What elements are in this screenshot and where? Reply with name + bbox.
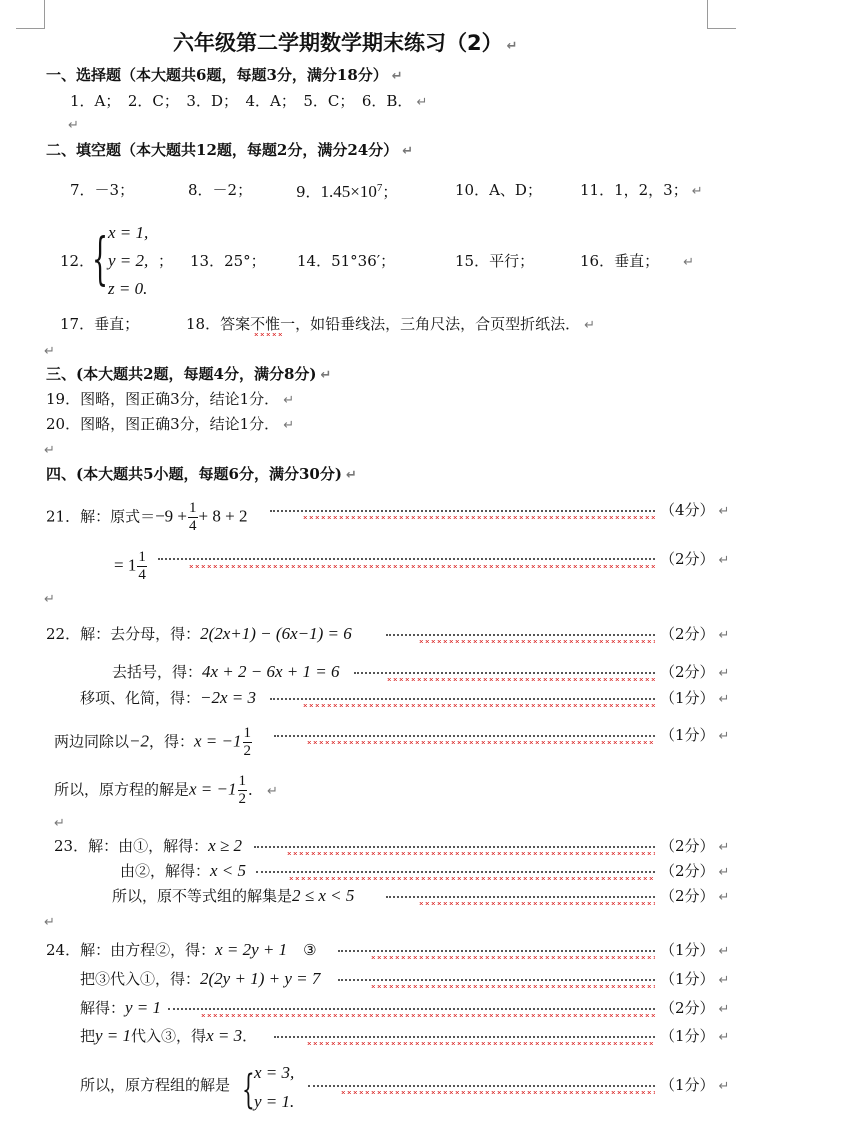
fill-answer-16 — [580, 251, 694, 273]
paragraph-mark: ↵ — [683, 255, 694, 270]
q23-line-1-equation: x ≥ 2 — [208, 836, 242, 855]
q24-line-3-equation: y = 1 — [125, 998, 162, 1017]
q24-line-4-prefix: 把 — [80, 1027, 96, 1045]
fill-answer-18 — [186, 314, 595, 336]
paragraph-mark: ↵ — [718, 944, 730, 959]
section-heading-choice — [46, 65, 403, 87]
q21-line-2 — [114, 549, 148, 584]
q22-line-3-equation: −2x = 3 — [200, 688, 257, 707]
page-corner-right — [707, 0, 736, 29]
fill-answer-17: 17．垂直； — [60, 315, 140, 333]
fill-answer-14: 14．51°36′； — [297, 252, 396, 270]
fill-answer-15: 15．平行； — [455, 252, 535, 270]
section-heading-drawing — [46, 364, 331, 386]
q24-line-4-middle: 代入③，得 — [131, 1027, 207, 1045]
paragraph-mark: ↵ — [44, 443, 55, 458]
q22-line-4-fraction — [243, 725, 253, 760]
q23-line-1-prefix: 23．解：由①，解得： — [54, 837, 209, 855]
title-text: 六年级第二学期数学期末练习（2） — [173, 31, 503, 55]
paragraph-mark: ↵ — [691, 184, 703, 199]
brace-system-24: { — [242, 1067, 255, 1113]
q24-score-1-text: （1分） — [660, 941, 715, 959]
q21-line-1 — [46, 500, 247, 535]
choice-answers-text: 1．A； 2．C； 3．D； 4．A； 5．C； 6．B． — [70, 92, 413, 110]
page-title — [173, 33, 518, 57]
dot-leader — [270, 698, 655, 700]
paragraph-mark: ↵ — [283, 393, 295, 408]
paragraph-mark: ↵ — [718, 504, 730, 519]
spellcheck-underline — [340, 1091, 655, 1094]
spellcheck-underline — [418, 902, 655, 905]
spellcheck-underline — [200, 1014, 655, 1017]
q24-score-3-text: （2分） — [660, 999, 715, 1017]
q21-term-b: + 8 + 2 — [198, 506, 248, 526]
paragraph-mark: ↵ — [718, 553, 730, 568]
q22-score-4-text: （1分） — [660, 726, 715, 744]
system-24-y: y = 1. — [254, 1092, 295, 1111]
paragraph-mark: ↵ — [506, 39, 518, 54]
paragraph-mark: ↵ — [718, 729, 730, 744]
fill-answer-9-end: ； — [382, 183, 398, 201]
spellcheck-underline — [306, 741, 655, 744]
answer-20-text: 20．图略，图正确3分，结论1分． — [46, 415, 280, 433]
q22-line-5-numerator: 1 — [238, 773, 247, 789]
fill-answer-12-end: ； — [158, 252, 174, 270]
q24-line-4-equation-x: x = 3 — [206, 1026, 243, 1045]
spellcheck-underline — [370, 985, 655, 988]
system-12-z: z = 0. — [108, 279, 148, 298]
q23-score-3 — [660, 886, 729, 908]
paragraph-mark: ↵ — [44, 915, 55, 930]
fill-answer-11-text: 11．1，2，3； — [580, 181, 688, 199]
q23-line-3 — [112, 886, 354, 906]
q22-score-1 — [660, 624, 729, 646]
paragraph-mark: ↵ — [718, 666, 730, 681]
q24-score-2 — [660, 969, 729, 991]
q22-line-1 — [46, 624, 352, 644]
answer-19 — [46, 389, 294, 411]
empty-line — [50, 812, 65, 834]
system-12-y: y = 2, — [108, 251, 149, 270]
empty-line — [40, 911, 55, 933]
section-heading-text: 三、(本大题共2题，每题4分，满分8分) — [46, 365, 317, 383]
q24-score-5-text: （1分） — [660, 1076, 715, 1094]
fill-answer-13: 13．25°； — [190, 252, 266, 270]
q24-line-1 — [46, 940, 317, 960]
q22-line-3-prefix: 移项、化简，得： — [80, 689, 201, 707]
q21-line-1-prefix: 21．解：原式＝ — [46, 507, 156, 526]
section-heading-text: 一、选择题（本大题共6题，每题3分，满分18分） — [46, 66, 388, 84]
q23-line-3-equation: 2 ≤ x < 5 — [292, 886, 355, 905]
q22-line-2 — [112, 662, 340, 682]
q21-term-a: −9 + — [155, 506, 188, 526]
paragraph-mark: ↵ — [267, 783, 278, 799]
q21-result-numerator: 1 — [138, 549, 146, 565]
q21-score-1-text: （4分） — [660, 501, 715, 519]
paragraph-mark: ↵ — [44, 344, 55, 359]
q24-line-4-equation-y: y = 1 — [95, 1026, 132, 1045]
fill-answer-12-label: 12． — [60, 252, 95, 270]
fill-answer-9 — [296, 178, 397, 202]
q22-line-5-end: ． — [248, 780, 264, 799]
paragraph-mark: ↵ — [584, 318, 595, 333]
q24-line-1-prefix: 24．解：由方程②，得： — [46, 941, 216, 959]
q24-line-2-prefix: 把③代入①，得： — [80, 970, 201, 988]
choice-answers — [70, 91, 427, 113]
q24-line-3 — [80, 998, 161, 1018]
dot-leader — [254, 846, 655, 848]
q21-fraction — [188, 500, 198, 535]
q23-line-2-prefix: 由②，解得： — [120, 862, 211, 880]
paragraph-mark: ↵ — [718, 890, 730, 905]
q24-line-1-equation: x = 2y + 1 — [215, 940, 288, 959]
fill-answer-11 — [580, 180, 703, 202]
fill-answer-9-label: 9． — [296, 183, 321, 201]
q24-score-4-text: （1分） — [660, 1027, 715, 1045]
q23-score-2-text: （2分） — [660, 862, 715, 880]
q22-line-2-prefix: 去括号，得： — [112, 663, 203, 681]
section-heading-text: 二、填空题（本大题共12题，每题2分，满分24分） — [46, 141, 399, 159]
fill-answer-8: 8．－2； — [188, 181, 253, 199]
paragraph-mark: ↵ — [718, 865, 730, 880]
q21-fraction-numerator: 1 — [189, 500, 197, 516]
q22-line-1-equation: 2(2x+1) − (6x−1) = 6 — [200, 624, 352, 643]
empty-line — [40, 439, 55, 461]
q24-line-4-end: ． — [242, 1027, 258, 1045]
q23-line-3-prefix: 所以，原不等式组的解集是 — [112, 887, 293, 905]
paragraph-mark: ↵ — [320, 368, 332, 383]
paragraph-mark: ↵ — [345, 468, 357, 483]
q22-line-4-numerator: 1 — [243, 725, 252, 741]
section-heading-text: 四、(本大题共5小题，每题6分，满分30分) — [46, 465, 342, 483]
system-12-x: x = 1, — [108, 223, 149, 242]
spellcheck-underline — [386, 678, 655, 681]
q24-line-4 — [80, 1026, 257, 1046]
fill-answer-9-exponent: 7 — [376, 182, 383, 194]
paragraph-mark: ↵ — [718, 1002, 730, 1017]
q22-line-5-fraction — [238, 773, 248, 808]
q22-line-4-middle: ，得： — [149, 732, 195, 751]
q24-score-5 — [660, 1075, 729, 1097]
paragraph-mark: ↵ — [283, 418, 295, 433]
paragraph-mark: ↵ — [718, 840, 730, 855]
q21-fraction-denominator: 4 — [189, 518, 197, 534]
paragraph-mark: ↵ — [718, 1079, 730, 1094]
q22-line-3 — [80, 688, 256, 708]
q22-line-1-prefix: 22．解：去分母，得： — [46, 625, 201, 643]
dot-leader — [386, 896, 655, 898]
fill-answer-18-text: 18．答案不惟一，如铅垂线法，三角尺法，合页型折纸法． — [186, 315, 581, 333]
empty-line — [64, 114, 79, 136]
q24-line-5-prefix: 所以，原方程组的解是 — [80, 1076, 231, 1094]
paragraph-mark: ↵ — [68, 118, 79, 133]
q24-line-2 — [80, 969, 320, 989]
q24-equation-marker: ③ — [303, 941, 317, 959]
spellcheck-underline — [306, 1042, 655, 1045]
paragraph-mark: ↵ — [416, 95, 428, 110]
q24-line-2-equation: 2(2y + 1) + y = 7 — [200, 969, 321, 988]
dot-leader — [158, 558, 655, 560]
q21-result-fraction — [137, 549, 147, 584]
q22-score-2 — [660, 662, 729, 684]
dot-leader — [270, 510, 655, 512]
q22-line-5-equation: x = −1 — [189, 779, 237, 799]
q22-line-4-denominator: 2 — [243, 743, 252, 759]
q21-result-whole: = 1 — [114, 555, 137, 575]
dot-leader — [274, 1036, 655, 1038]
q24-score-3 — [660, 998, 729, 1020]
q23-score-2 — [660, 861, 729, 883]
spellcheck-underline — [288, 877, 655, 880]
section-heading-fill — [46, 140, 413, 162]
dot-leader — [308, 1085, 655, 1087]
spellcheck-underline — [370, 956, 655, 959]
dot-leader — [256, 871, 655, 873]
paragraph-mark: ↵ — [54, 816, 65, 831]
paragraph-mark: ↵ — [718, 973, 730, 988]
q22-line-5 — [54, 773, 278, 808]
q22-line-4-equation: x = −1 — [194, 731, 242, 751]
q21-score-1 — [660, 500, 729, 522]
q22-score-4 — [660, 725, 729, 747]
paragraph-mark: ↵ — [718, 628, 730, 643]
q23-score-1 — [660, 836, 729, 858]
q22-line-4-divisor: −2 — [129, 731, 149, 751]
q21-result-denominator: 4 — [138, 567, 146, 583]
answer-19-text: 19．图略，图正确3分，结论1分． — [46, 390, 280, 408]
page-corner-left — [16, 0, 45, 29]
q23-score-1-text: （2分） — [660, 837, 715, 855]
q23-line-2-equation: x < 5 — [210, 861, 247, 880]
paragraph-mark: ↵ — [44, 592, 55, 607]
q22-line-5-denominator: 2 — [238, 791, 247, 807]
dot-leader — [338, 979, 655, 981]
q22-score-3 — [660, 688, 729, 710]
fill-answer-10: 10．A、D； — [455, 181, 542, 199]
q22-line-5-prefix: 所以，原方程的解是 — [54, 780, 190, 799]
fill-answer-9-base: 1.45×10 — [320, 182, 377, 201]
q22-line-2-equation: 4x + 2 − 6x + 1 = 6 — [202, 662, 340, 681]
q22-score-1-text: （2分） — [660, 625, 715, 643]
spellcheck-underline — [253, 333, 283, 336]
dot-leader — [386, 634, 655, 636]
paragraph-mark: ↵ — [718, 692, 730, 707]
system-24-x: x = 3, — [254, 1063, 295, 1082]
q23-score-3-text: （2分） — [660, 887, 715, 905]
dot-leader — [354, 672, 655, 674]
spellcheck-underline — [418, 640, 655, 643]
paragraph-mark: ↵ — [402, 144, 414, 159]
q21-score-2 — [660, 549, 729, 571]
fill-answer-7: 7．－3； — [70, 181, 135, 199]
paragraph-mark: ↵ — [718, 1030, 730, 1045]
paragraph-mark: ↵ — [391, 69, 403, 84]
q23-line-1 — [54, 836, 242, 856]
dot-leader — [338, 950, 655, 952]
q24-score-4 — [660, 1026, 729, 1048]
q24-line-3-prefix: 解得： — [80, 999, 126, 1017]
brace-system-12: { — [92, 227, 109, 292]
spellcheck-underline — [302, 516, 655, 519]
q23-line-2 — [120, 861, 246, 881]
dot-leader — [168, 1008, 655, 1010]
answer-20 — [46, 414, 294, 436]
empty-line — [40, 340, 55, 362]
section-heading-calc — [46, 464, 357, 486]
dot-leader — [274, 735, 655, 737]
q24-score-2-text: （1分） — [660, 970, 715, 988]
q22-line-4 — [54, 725, 253, 760]
spellcheck-underline — [286, 852, 655, 855]
q22-score-2-text: （2分） — [660, 663, 715, 681]
spellcheck-underline — [302, 704, 655, 707]
q22-score-3-text: （1分） — [660, 689, 715, 707]
spellcheck-underline — [188, 565, 655, 568]
empty-line — [40, 588, 55, 610]
q22-line-4-prefix: 两边同除以 — [54, 732, 130, 751]
fill-answer-16-text: 16．垂直； — [580, 252, 660, 270]
q24-score-1 — [660, 940, 729, 962]
q21-score-2-text: （2分） — [660, 550, 715, 568]
